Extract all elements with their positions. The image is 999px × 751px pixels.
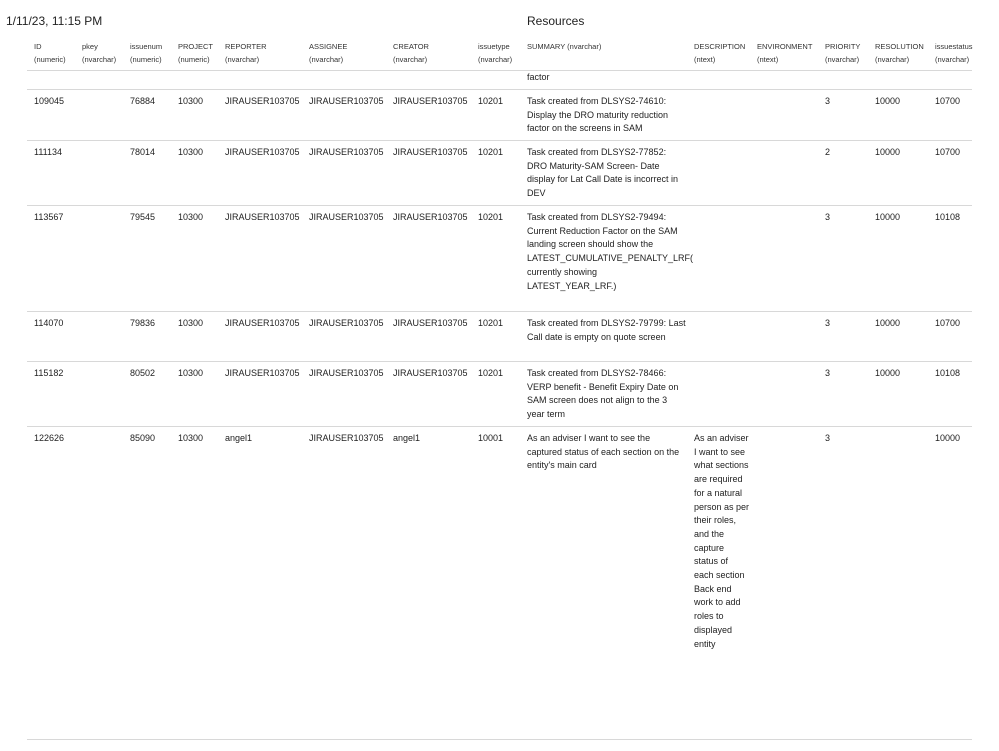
cell-issuestatus: 10108 [935,368,961,378]
column-header-label: DESCRIPTION [694,42,746,51]
row-divider [27,361,972,362]
column-header-type: (ntext) [757,55,779,64]
cell-id: 114070 [34,318,64,328]
cell-id: 109045 [34,96,65,106]
column-header-label: ASSIGNEE [309,42,348,51]
cell-resolution: 10000 [875,212,901,222]
cell-issuetype: 10201 [478,96,504,106]
cell-reporter: angel1 [225,433,253,443]
column-header-project [178,40,213,66]
cell-issuetype: 10201 [478,147,504,157]
column-header-type: (nvarchar) [225,55,260,64]
column-header-summary [527,40,601,53]
cell-assignee: JIRAUSER103705 [309,96,384,106]
cell-description: As an adviser I want to see what sections are required for a natural person as per their roles, and the capture status of each section Back end work to add roles to displayed entity [694,433,750,649]
cell-summary: Task created from DLSYS2-79799: Last Call date is empty on quote screen [527,318,686,342]
cell-project: 10300 [178,212,204,222]
cell-project: 10300 [178,96,204,106]
column-header-label: REPORTER [225,42,267,51]
column-header-type: (nvarchar) [82,55,117,64]
cell-summary: Task created from DLSYS2-77852: DRO Maturity-SAM Screen- Date display for Lat Call Date is incorrect in DEV [527,147,679,199]
report-title: Resources [527,14,585,28]
cell-issuestatus: 10000 [935,433,961,443]
cell-reporter: JIRAUSER103705 [225,96,300,106]
row-divider [27,205,972,206]
column-header-priority [825,40,860,66]
row-divider [27,739,972,740]
column-header-issuestatus [935,40,973,66]
column-header-label: issuenum [130,42,163,51]
cell-project: 10300 [178,433,204,443]
cell-assignee: JIRAUSER103705 [309,147,384,157]
column-header-label: ENVIRONMENT [757,42,813,51]
cell-priority: 3 [825,433,831,443]
cell-creator: angel1 [393,433,421,443]
cell-priority: 3 [825,212,831,222]
column-header-type: (numeric) [178,55,210,64]
cell-resolution: 10000 [875,368,901,378]
cell-reporter: JIRAUSER103705 [225,318,300,328]
cell-summary: Task created from DLSYS2-74610: Display the DRO maturity reduction factor on the screens in SAM [527,96,669,134]
column-header-label: RESOLUTION [875,42,924,51]
cell-project: 10300 [178,147,204,157]
column-header-type: (nvarchar) [875,55,910,64]
column-header-type: (numeric) [130,55,162,64]
cell-priority: 3 [825,368,831,378]
cell-issuenum: 80502 [130,368,156,378]
cell-priority: 3 [825,318,831,328]
cell-id: 122626 [34,433,65,443]
column-header-label: CREATOR [393,42,429,51]
row-divider [27,426,972,427]
row-divider [27,89,972,90]
cell-resolution: 10000 [875,147,901,157]
column-header-description [694,40,745,66]
column-header-type: (numeric) [34,55,66,64]
cell-issuenum: 78014 [130,147,156,157]
column-header-type: (ntext) [694,55,716,64]
column-header-type: (nvarchar) [825,55,860,64]
column-header-creator [393,40,429,66]
cell-id: 111134 [34,147,63,157]
row-divider [27,140,972,141]
cell-assignee: JIRAUSER103705 [309,212,384,222]
cell-issuenum: 85090 [130,433,156,443]
carryover-summary: factor [527,72,550,82]
column-header-label: PRIORITY [825,42,861,51]
column-header-issuenum [130,40,162,66]
cell-reporter: JIRAUSER103705 [225,368,300,378]
cell-summary: As an adviser I want to see the captured status of each section on the entity's main card [527,433,680,471]
report-timestamp: 1/11/23, 11:15 PM [6,14,103,28]
column-header-type: (nvarchar) [935,55,970,64]
column-header-type: (nvarchar) [393,55,428,64]
column-header-assignee [309,40,347,66]
cell-project: 10300 [178,318,204,328]
column-header-label: pkey [82,42,98,51]
cell-creator: JIRAUSER103705 [393,96,468,106]
cell-issuetype: 10201 [478,368,504,378]
column-header-id [34,40,66,66]
cell-priority: 2 [825,147,831,157]
column-header-reporter [225,40,267,66]
cell-creator: JIRAUSER103705 [393,212,468,222]
cell-creator: JIRAUSER103705 [393,368,468,378]
cell-resolution: 10000 [875,318,901,328]
column-header-environment [757,40,812,66]
cell-reporter: JIRAUSER103705 [225,147,300,157]
cell-issuestatus: 10700 [935,96,961,106]
cell-issuetype: 10201 [478,212,504,222]
cell-summary: Task created from DLSYS2-79494: Current Reduction Factor on the SAM landing screen should show the LATEST_CUMULATIVE_PENALTY_LRF( currently showing LATEST_YEAR_LRF.) [527,212,694,291]
column-header-label: issuestatus [935,42,973,51]
cell-creator: JIRAUSER103705 [393,318,468,328]
cell-priority: 3 [825,96,831,106]
cell-issuenum: 79836 [130,318,156,328]
cell-resolution: 10000 [875,96,901,106]
cell-id: 115182 [34,368,64,378]
row-divider [27,70,972,71]
column-header-label: ID [34,42,42,51]
cell-id: 113567 [34,212,64,222]
cell-issuestatus: 10700 [935,147,961,157]
cell-issuenum: 79545 [130,212,156,222]
column-header-label: SUMMARY (nvarchar) [527,42,602,51]
row-divider [27,311,972,312]
cell-assignee: JIRAUSER103705 [309,433,384,443]
cell-assignee: JIRAUSER103705 [309,368,384,378]
column-header-type: (nvarchar) [309,55,344,64]
cell-project: 10300 [178,368,204,378]
column-header-type: (nvarchar) [478,55,513,64]
column-header-label: issuetype [478,42,510,51]
cell-creator: JIRAUSER103705 [393,147,468,157]
cell-assignee: JIRAUSER103705 [309,318,384,328]
cell-issuetype: 10001 [478,433,504,443]
column-header-issuetype [478,40,512,66]
cell-reporter: JIRAUSER103705 [225,212,300,222]
cell-issuetype: 10201 [478,318,504,328]
cell-issuenum: 76884 [130,96,156,106]
cell-summary: Task created from DLSYS2-78466: VERP benefit - Benefit Expiry Date on SAM screen does not align to the 3 year term [527,368,679,420]
column-header-pkey [82,40,116,66]
column-header-label: PROJECT [178,42,214,51]
cell-issuestatus: 10108 [935,212,961,222]
column-header-resolution [875,40,924,66]
cell-issuestatus: 10700 [935,318,961,328]
